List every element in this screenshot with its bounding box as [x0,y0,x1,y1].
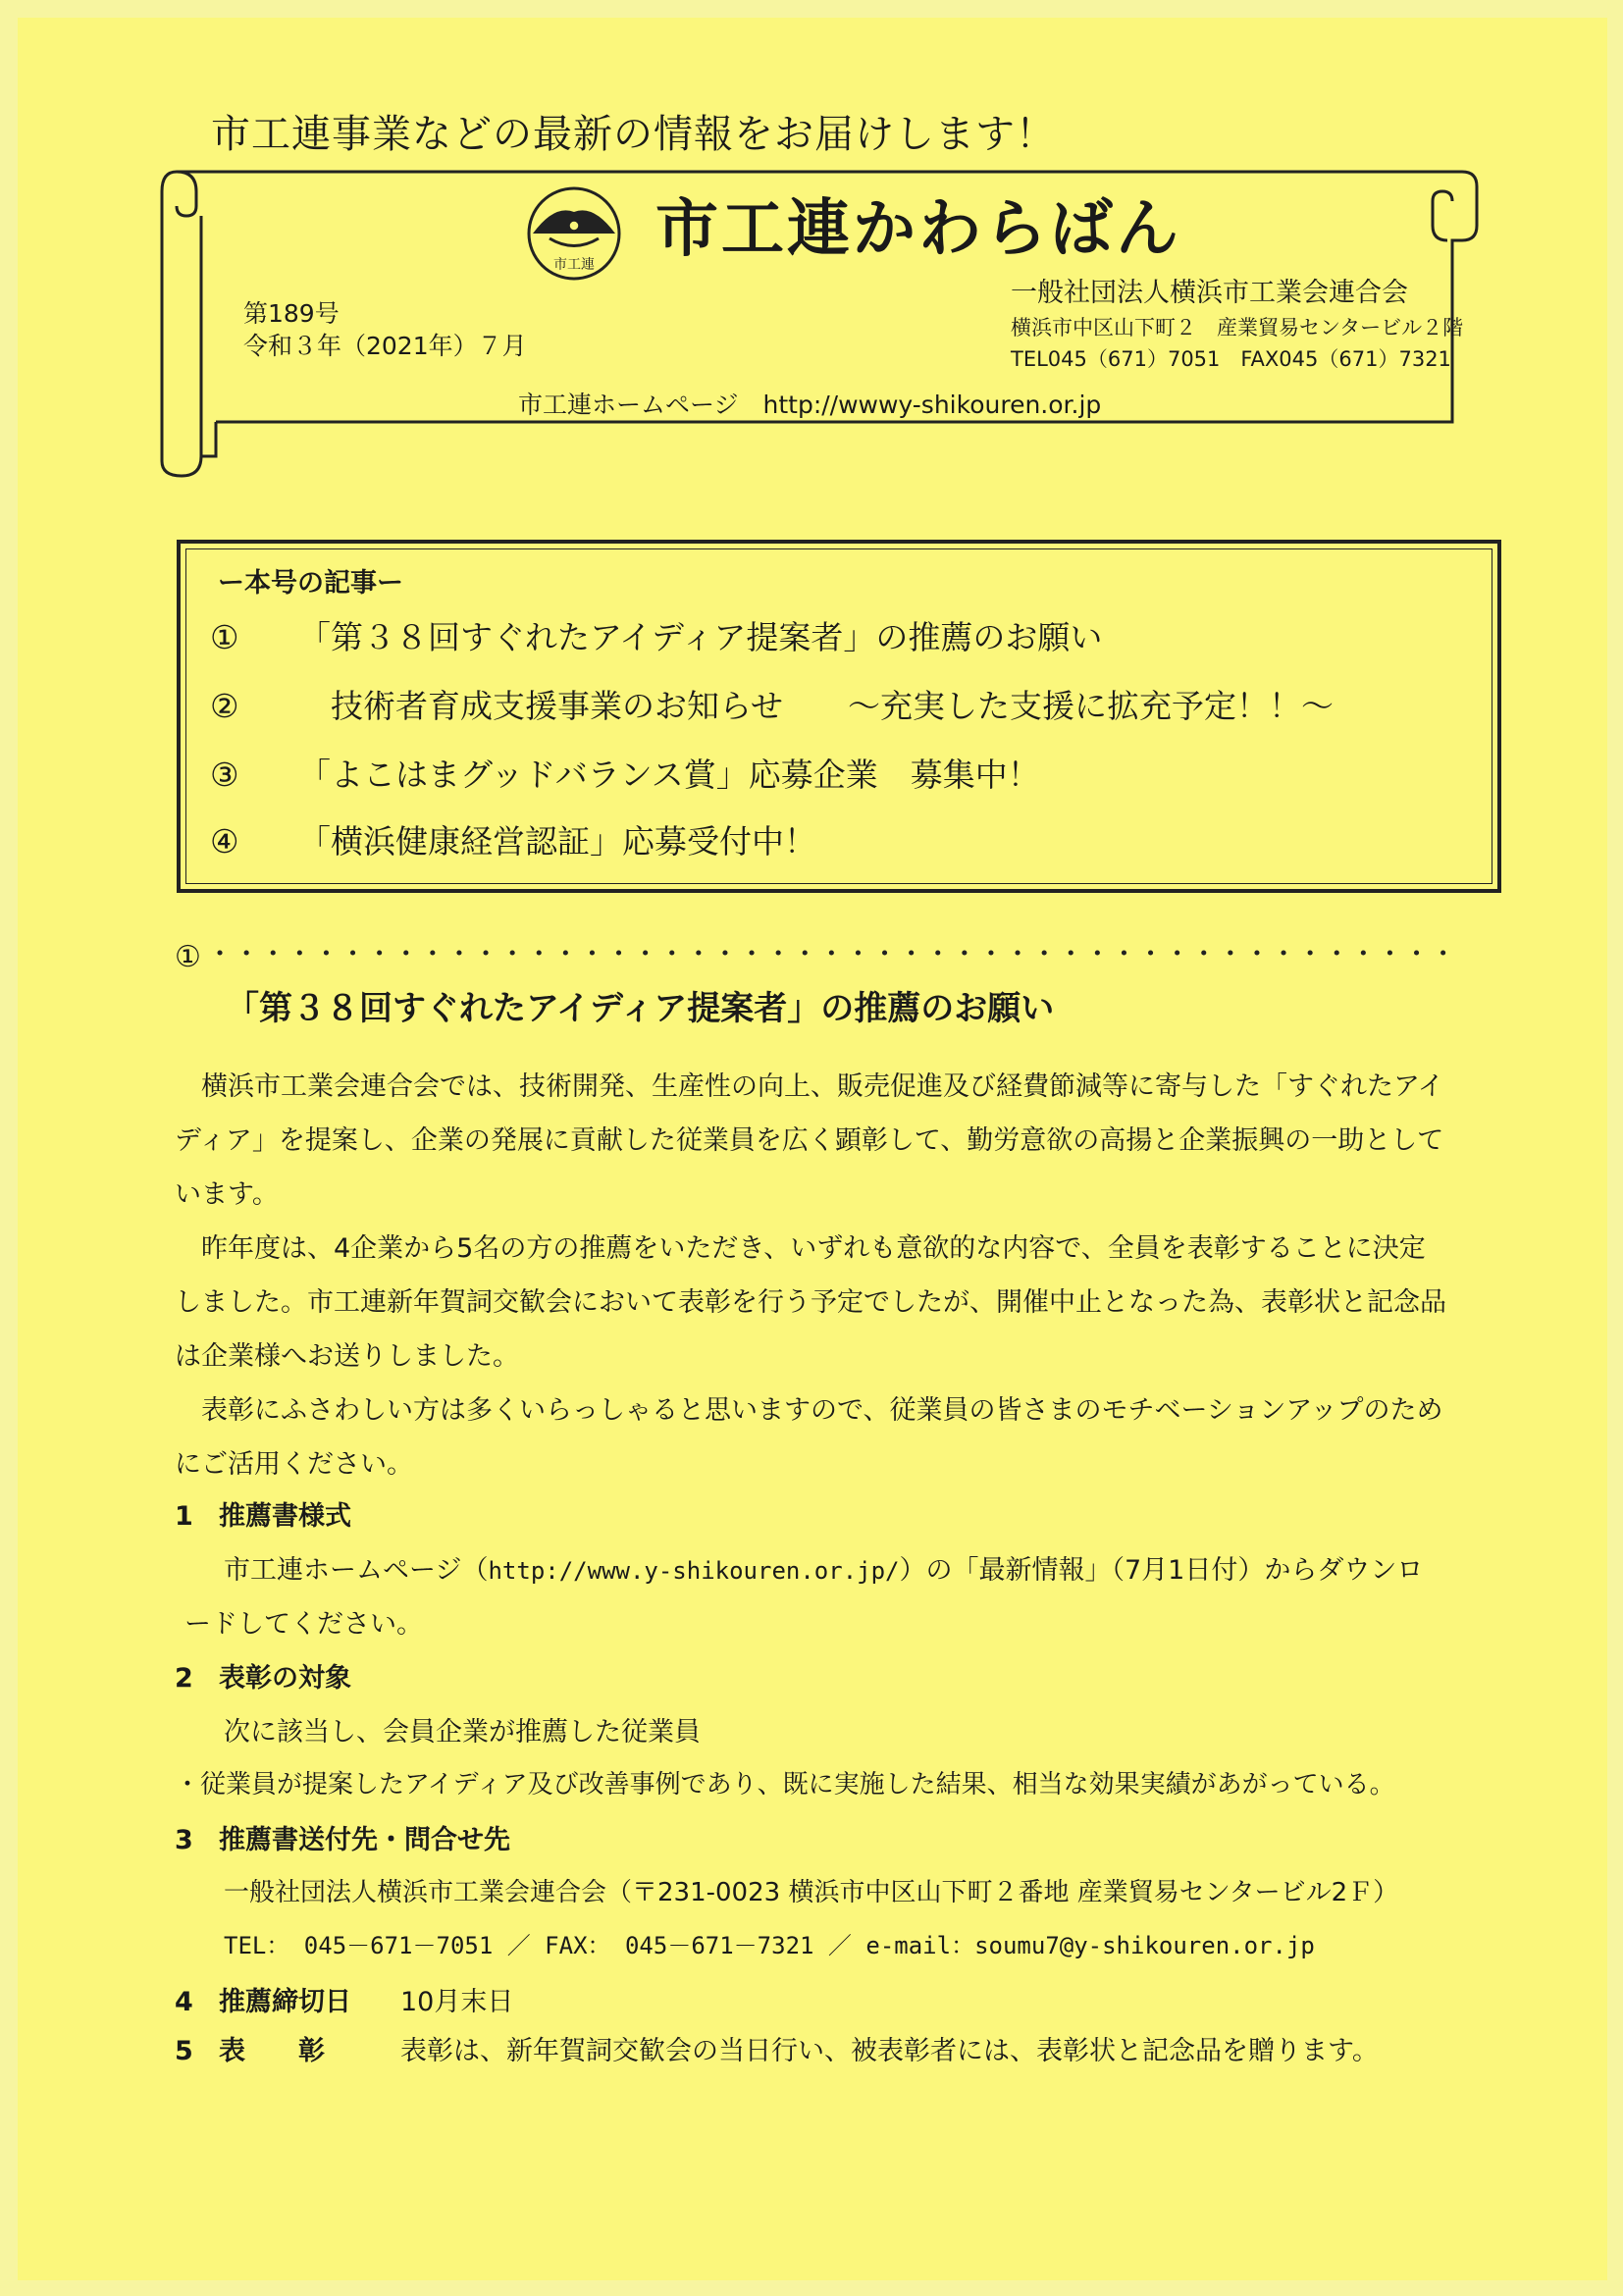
issue-number: 第189号 [243,299,340,328]
kawaraban-logo [525,184,623,283]
homepage-link[interactable]: 市工連ホームページ http://wwwy-shikouren.or.jp [518,391,1102,419]
toc-item: ④ 「横浜健康経営認証」応募受付中！ [210,822,816,861]
toc-item: ③ 「よこはまグッドバランス賞」応募企業 募集中！ [210,756,1040,794]
org-tel-fax: TEL045（671）7051 FAX045（671）7321 [1011,347,1451,371]
article-title: 「第３８回すぐれたアイディア提案者」の推薦のお願い [226,989,1055,1028]
section-2-bullet: ・従業員が提案したアイディア及び改善事例であり、既に実施した結果、相当な効果実績があがっている。 [175,1770,1395,1800]
article-number: ① [175,940,201,974]
newsletter-title: 市工連かわらばん [655,193,1181,266]
section-4-row: 4 推薦締切日 10月末日 [175,1987,514,2017]
download-url[interactable]: http://www.y-shikouren.or.jp/ [488,1557,900,1585]
toc-item: ① 「第３８回すぐれたアイディア提案者」の推薦のお願い [210,618,1103,656]
issue-date: 令和３年（2021年）７月 [243,332,527,360]
svg-text:市工連: 市工連 [553,257,595,273]
section-1-text: 市工連ホームページ（http://www.y-shikouren.or.jp/）の「最新情報」（7月1日付）からダウンロ [224,1555,1424,1586]
section-1-text-cont: ードしてください。 [184,1609,423,1640]
section-5-row: 5 表 彰 表彰は、新年賀詞交歓会の当日行い、被表彰者には、表彰状と記念品を贈ります。 [175,2036,1379,2066]
section-2-heading: 2 表彰の対象 [175,1663,351,1694]
dotted-divider [216,947,1452,959]
section-1-heading: 1 推薦書様式 [175,1501,351,1532]
article-paragraph: 昨年度は、4企業から5名の方の推薦をいただき、いずれも意欲的な内容で、全員を表彰することに決定しました。市工連新年賀詞交歓会において表彰を行う予定でしたが、開催中止となった為、表彰状と記念品は企業様へお送りしました。 [175,1233,1446,1372]
article-paragraph: 横浜市工業会連合会では、技術開発、生産性の向上、販売促進及び経費節減等に寄与した「すぐれたアイディア」を提案し、企業の発展に貢献した従業員を広く顕彰して、勤労意欲の高揚と企業振興の一助としています。 [175,1071,1444,1210]
tagline: 市工連事業などの最新の情報をお届けします！ [211,112,1056,157]
toc-item: ② 技術者育成支援事業のお知らせ ～充実した支援に拡充予定！！～ [210,687,1335,725]
section-3-heading: 3 推薦書送付先・問合せ先 [175,1825,510,1855]
section-2-text: 次に該当し、会員企業が推薦した従業員 [224,1717,701,1748]
article-paragraph: 表彰にふさわしい方は多くいらっしゃると思いますので、従業員の皆さまのモチベーションアップのためにご活用ください。 [175,1395,1443,1480]
org-name: 一般社団法人横浜市工業会連合会 [1011,278,1408,308]
toc-box [177,540,1501,893]
section-3-contact[interactable]: TEL： 045－671－7051 ／ FAX： 045－671－7321 ／ e-mail：soumu7@y-shikouren.or.jp [224,1932,1315,1959]
toc-heading: ー本号の記事ー [218,568,403,599]
org-address: 横浜市中区山下町２ 産業貿易センタービル２階 [1011,316,1464,339]
section-3-address: 一般社団法人横浜市工業会連合会（〒231-0023 横浜市中区山下町２番地 産業貿易センタービル2Ｆ） [224,1878,1399,1907]
